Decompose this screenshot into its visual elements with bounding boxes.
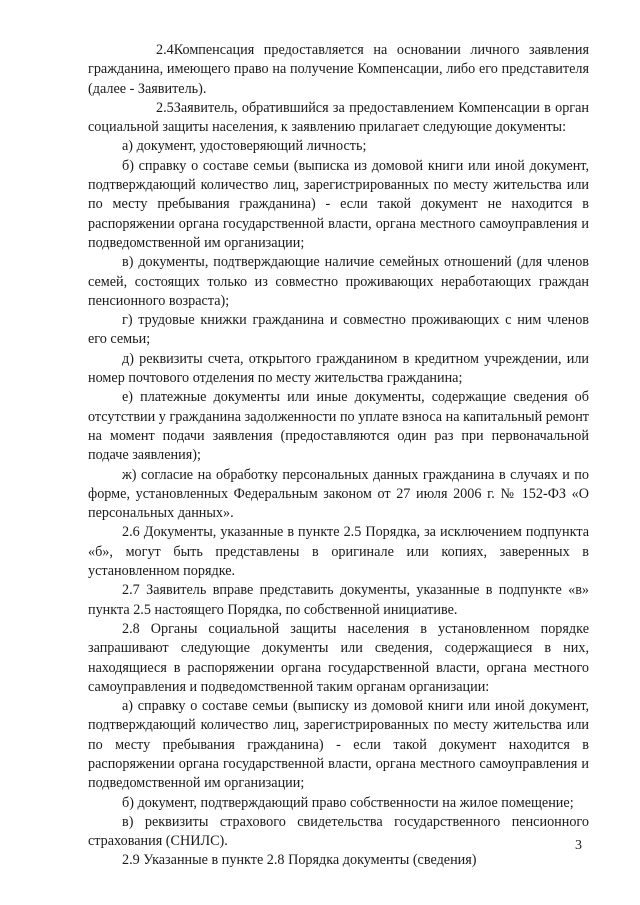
paragraph-text: ж) согласие на обработку персональных данных гражданина в случаях и по форме, установленных Федеральным законом от 27 июля 2006 г. № 152-ФЗ «О персональных данных». — [88, 466, 589, 522]
paragraph-text: 2.9 Указанные в пункте 2.8 Порядка документы (сведения) — [122, 852, 477, 869]
paragraph-text: Заявитель, обратившийся за предоставлением Компенсации в орган социальной защиты населения, к заявлению прилагает следующие документы: — [88, 99, 589, 136]
paragraph-text: Компенсация предоставляется на основании личного заявления гражданина, имеющего право на получение Компенсации, либо его представителя (далее - Заявитель). — [88, 42, 589, 97]
list-item-zh — [88, 466, 589, 524]
paragraph-text: д) реквизиты счета, открытого гражданином в кредитном учреждении, или номер почтового отделения по месту жительства гражданина; — [88, 350, 589, 387]
paragraph-text: в) реквизиты страхового свидетельства государственного пенсионного страхования (СНИЛС). — [88, 813, 589, 850]
list-item-v-2 — [88, 813, 589, 852]
paragraph-2-7 — [88, 581, 589, 620]
document-body — [88, 41, 589, 871]
list-item-d — [88, 350, 589, 389]
page-number: 3 — [575, 838, 582, 853]
paragraph-text: б) справку о составе семьи (выписка из домовой книги или иной документ, подтверждающий количество лиц, зарегистрированных по месту жительства или по месту пребывания гражданина) - если такой документ не находится в распоряжении органа государственной власти, органа местного самоуправления и подведомственной им организации; — [88, 157, 589, 251]
list-item-a — [88, 137, 589, 156]
paragraph-text: а) справку о составе семьи (выписку из домовой книги или иной документ, подтверждающий количество лиц, зарегистрированных по месту жительства или по месту пребывания гражданина) - если такой документ находится в распоряжении органа государственной власти, органа местного самоуправления и подведомственной им организации; — [88, 698, 589, 792]
paragraph-2-9 — [88, 851, 589, 870]
paragraph-text: е) платежные документы или иные документы, содержащие сведения об отсутствии у гражданина задолженности по уплате взноса на капитальный ремонт на момент подачи заявления (предоставляются один раз при первоначальной подаче заявления); — [88, 389, 589, 464]
paragraph-text: 2.7 Заявитель вправе представить документы, указанные в подпункте «в» пункта 2.5 настоящего Порядка, по собственной инициативе. — [88, 582, 589, 618]
paragraph-text: а) документ, удостоверяющий личность; — [122, 138, 367, 155]
list-item-v — [88, 253, 589, 311]
list-item-b-2 — [88, 794, 589, 813]
paragraph-2-5 — [88, 99, 589, 138]
paragraph-2-8 — [88, 620, 589, 697]
paragraph-text: г) трудовые книжки гражданина и совместно проживающих с ним членов его семьи; — [88, 312, 589, 348]
paragraph-number: 2.5 — [156, 99, 174, 116]
list-item-a-2 — [88, 697, 589, 793]
paragraph-text: б) документ, подтверждающий право собственности на жилое помещение; — [122, 794, 574, 811]
list-item-b — [88, 157, 589, 253]
paragraph-2-4 — [88, 41, 589, 99]
paragraph-text: в) документы, подтверждающие наличие семейных отношений (для членов семей, состоящих только из совместно проживающих неработающих граждан пенсионного возраста); — [88, 254, 589, 309]
paragraph-2-6 — [88, 523, 589, 581]
paragraph-text: 2.6 Документы, указанные в пункте 2.5 Порядка, за исключением подпункта «б», могут быть представлены в оригинале или копиях, заверенных в установленном порядке. — [88, 524, 589, 580]
paragraph-text: 2.8 Органы социальной защиты населения в установленном порядке запрашивают следующие документы или сведения, содержащиеся в них, находящиеся в распоряжении органа государственной власти, органа местного самоуправления и подведомственной таким органам организации: — [88, 620, 589, 695]
paragraph-number: 2.4 — [156, 42, 174, 58]
list-item-g — [88, 311, 589, 350]
list-item-e — [88, 388, 589, 465]
